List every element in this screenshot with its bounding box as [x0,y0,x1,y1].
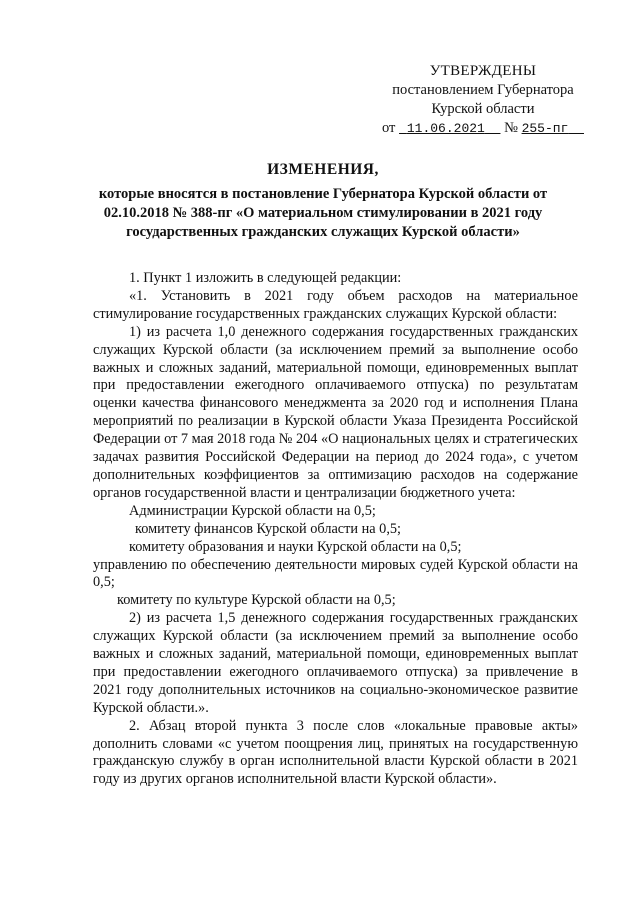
paragraph-item-1: 1. Пункт 1 изложить в следующей редакции: [129,270,402,286]
document-body [93,270,578,789]
list-item: Администрации Курской области на 0,5; [129,502,376,519]
paragraph-subpoint-2: 2) из расчета 1,5 денежного содержания государственных гражданских служащих Курской области (за исключением премий за выполнение особо важных и сложных заданий, материальной помощи, единовременных выплат при предоставлении ежегодного оплачиваемого отпуска) за привлечение в 2021 году дополнительных источников на социально-экономическое развитие Курской области.». [93,610,578,716]
title-subtitle: которые вносятся в постановление Губернатора Курской области от 02.10.2018 № 388-пг «О материальном стимулировании в 2021 году государственных гражданских служащих Курской области» [98,186,548,240]
list-item: комитету образования и науки Курской области на 0,5; [129,538,462,555]
list-item: комитету по культуре Курской области на 0,5; [117,592,396,609]
approval-line-2: Курской области [431,101,535,117]
approval-date-line [378,119,588,138]
paragraph-point-1: «1. Установить в 2021 году объем расходов на материальное стимулирование государственных гражданских служащих Курской области: [93,287,578,322]
list-item: управлению по обеспечению деятельности мировых судей Курской области на 0,5; [93,556,578,591]
approval-line-1: постановлением Губернатора [392,82,574,98]
document-title [80,160,566,242]
number-prefix: № [504,120,518,136]
date-prefix: от [382,120,396,136]
title-main: ИЗМЕНЕНИЯ, [267,161,379,178]
list-item: комитету финансов Курской области на 0,5; [135,520,402,537]
approval-date: 11.06.2021 [406,121,485,136]
approval-block [378,62,588,138]
paragraph-item-2: 2. Абзац второй пункта 3 после слов «локальные правовые акты» дополнить словами «с учетом поощрения лиц, принятых на государственную гражданскую службу в орган исполнительной власти Курской области в 2021 году из других органов исполнительной власти Курской области». [93,717,578,788]
paragraph-subpoint-1: 1) из расчета 1,0 денежного содержания государственных гражданских служащих Курской области (за исключением премий за выполнение особо важных и сложных заданий, материальной помощи, единовременных выплат при предоставлении ежегодного оплачиваемого отпуска) по результатам оценки качества финансового менеджмента за 2020 год и исполнения Плана мероприятий по реализации в Курской области Указа Президента Российской Федерации от 7 мая 2018 года № 204 «О национальных целях и стратегических задачах развития Российской Федерации на период до 2024 года», с учетом дополнительных коэффициентов за оптимизацию расходов на содержание органов государственной власти и централизации бюджетного учета: [93,323,578,501]
approval-number: 255-пг [521,121,569,136]
approval-heading: УТВЕРЖДЕНЫ [429,63,537,79]
